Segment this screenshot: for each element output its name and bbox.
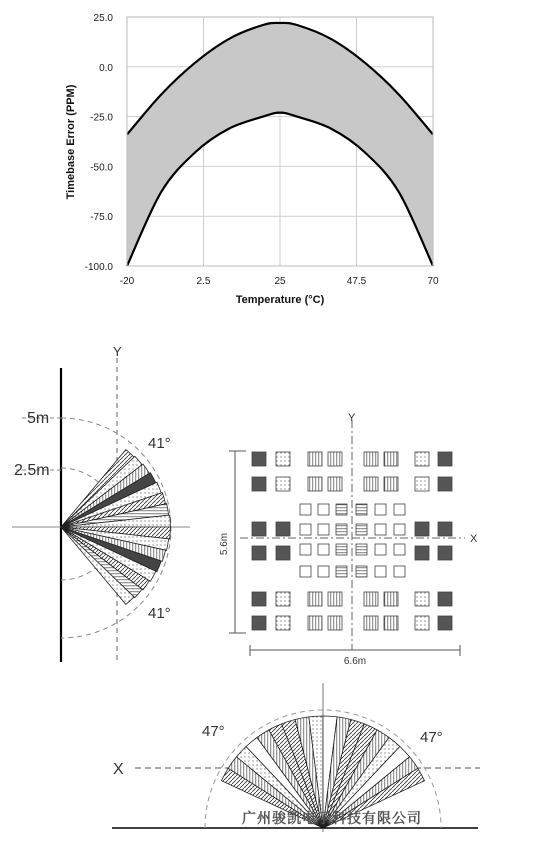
y-tick-label: -50.0 [90, 162, 113, 174]
grid-cell [384, 616, 398, 630]
top-view-diagram [112, 683, 480, 832]
grid-cell [415, 452, 429, 466]
grid-cell [364, 452, 378, 466]
x-tick-label: 47.5 [346, 276, 367, 287]
grid-axis-y-label: Y [348, 412, 356, 424]
grid-cell [252, 452, 266, 466]
grid-cell [336, 566, 347, 577]
grid-cell [276, 592, 290, 606]
grid-cell [364, 616, 378, 630]
grid-cell [375, 544, 386, 555]
y-tick-label: -75.0 [90, 212, 113, 224]
grid-cell [318, 544, 329, 555]
side-view-diagram [12, 344, 190, 662]
grid-cell [384, 592, 398, 606]
x-tick-label: -20 [119, 276, 135, 287]
y-tick-label: 0.0 [99, 62, 113, 74]
grid-cell [328, 452, 342, 466]
angle-label-right: 47° [420, 729, 443, 746]
side-axis-y-label: Y [113, 344, 122, 359]
grid-cell [308, 477, 322, 491]
y-tick-labels [85, 13, 114, 273]
coverage-grid-diagram [219, 412, 478, 667]
x-tick-labels [120, 276, 439, 287]
grid-cell [328, 616, 342, 630]
grid-cell [276, 452, 290, 466]
grid-cell [336, 544, 347, 555]
grid-cell [276, 546, 290, 560]
grid-cell [394, 524, 405, 535]
grid-cell [300, 566, 311, 577]
x-tick-label: 70 [427, 276, 439, 287]
watermark: 广州骏凯电子科技有限公司 [242, 811, 422, 827]
grid-cell [318, 524, 329, 535]
grid-cell [308, 592, 322, 606]
grid-cell [415, 477, 429, 491]
y-tick-label: 25.0 [93, 13, 113, 24]
grid-axis-x-label: X [470, 533, 478, 545]
grid-cell [356, 524, 367, 535]
grid-cell [276, 477, 290, 491]
grid-cell [252, 616, 266, 630]
x-tick-label: 25 [274, 276, 286, 287]
grid-cell [300, 524, 311, 535]
angle-label-top: 41° [148, 435, 171, 452]
grid-cell [300, 544, 311, 555]
grid-cell [252, 546, 266, 560]
y-tick-label: -25.0 [90, 112, 113, 124]
y-axis-label: Timebase Error (PPM) [65, 84, 77, 200]
height-dimension-label: 5.6m [219, 532, 230, 556]
grid-cell [438, 522, 452, 536]
grid-cell [336, 504, 347, 515]
grid-cell [252, 477, 266, 491]
width-dimension-label: 6.6m [343, 656, 367, 667]
grid-cell [438, 592, 452, 606]
grid-cell [438, 546, 452, 560]
grid-cell [438, 477, 452, 491]
grid-cell [415, 522, 429, 536]
grid-cell [318, 566, 329, 577]
x-axis-label: Temperature (°C) [235, 294, 325, 306]
grid-cell [394, 544, 405, 555]
grid-cell [356, 544, 367, 555]
grid-cell [394, 566, 405, 577]
grid-cell [318, 504, 329, 515]
grid-cell [375, 566, 386, 577]
grid-cell [384, 477, 398, 491]
grid-cell [252, 592, 266, 606]
grid-cell [364, 592, 378, 606]
grid-cell [364, 477, 378, 491]
range-label-5m: 5m [27, 410, 50, 427]
grid-cell [356, 504, 367, 515]
grid-cell [336, 524, 347, 535]
grid-cell [308, 616, 322, 630]
grid-cell [328, 477, 342, 491]
grid-cell [438, 616, 452, 630]
grid-cell [308, 452, 322, 466]
grid-cell [328, 592, 342, 606]
range-label-2-5m: 2.5m [14, 462, 50, 479]
grid-cell [394, 504, 405, 515]
x-tick-label: 2.5 [196, 276, 211, 287]
grid-cell [438, 452, 452, 466]
y-tick-label: -100.0 [84, 262, 113, 273]
grid-cell [384, 452, 398, 466]
angle-label-left: 47° [202, 723, 225, 740]
grid-cell [300, 504, 311, 515]
grid-cell [375, 504, 386, 515]
grid-cell [252, 522, 266, 536]
grid-cell [415, 592, 429, 606]
grid-cell [415, 546, 429, 560]
timebase-error-chart [65, 13, 439, 306]
grid-cell [375, 524, 386, 535]
grid-cell [415, 616, 429, 630]
grid-cell [356, 566, 367, 577]
grid-cell [276, 616, 290, 630]
side-detection-fan [61, 450, 170, 605]
grid-cell [276, 522, 290, 536]
angle-label-bottom: 41° [148, 605, 171, 622]
top-axis-x-label: X [113, 761, 124, 778]
